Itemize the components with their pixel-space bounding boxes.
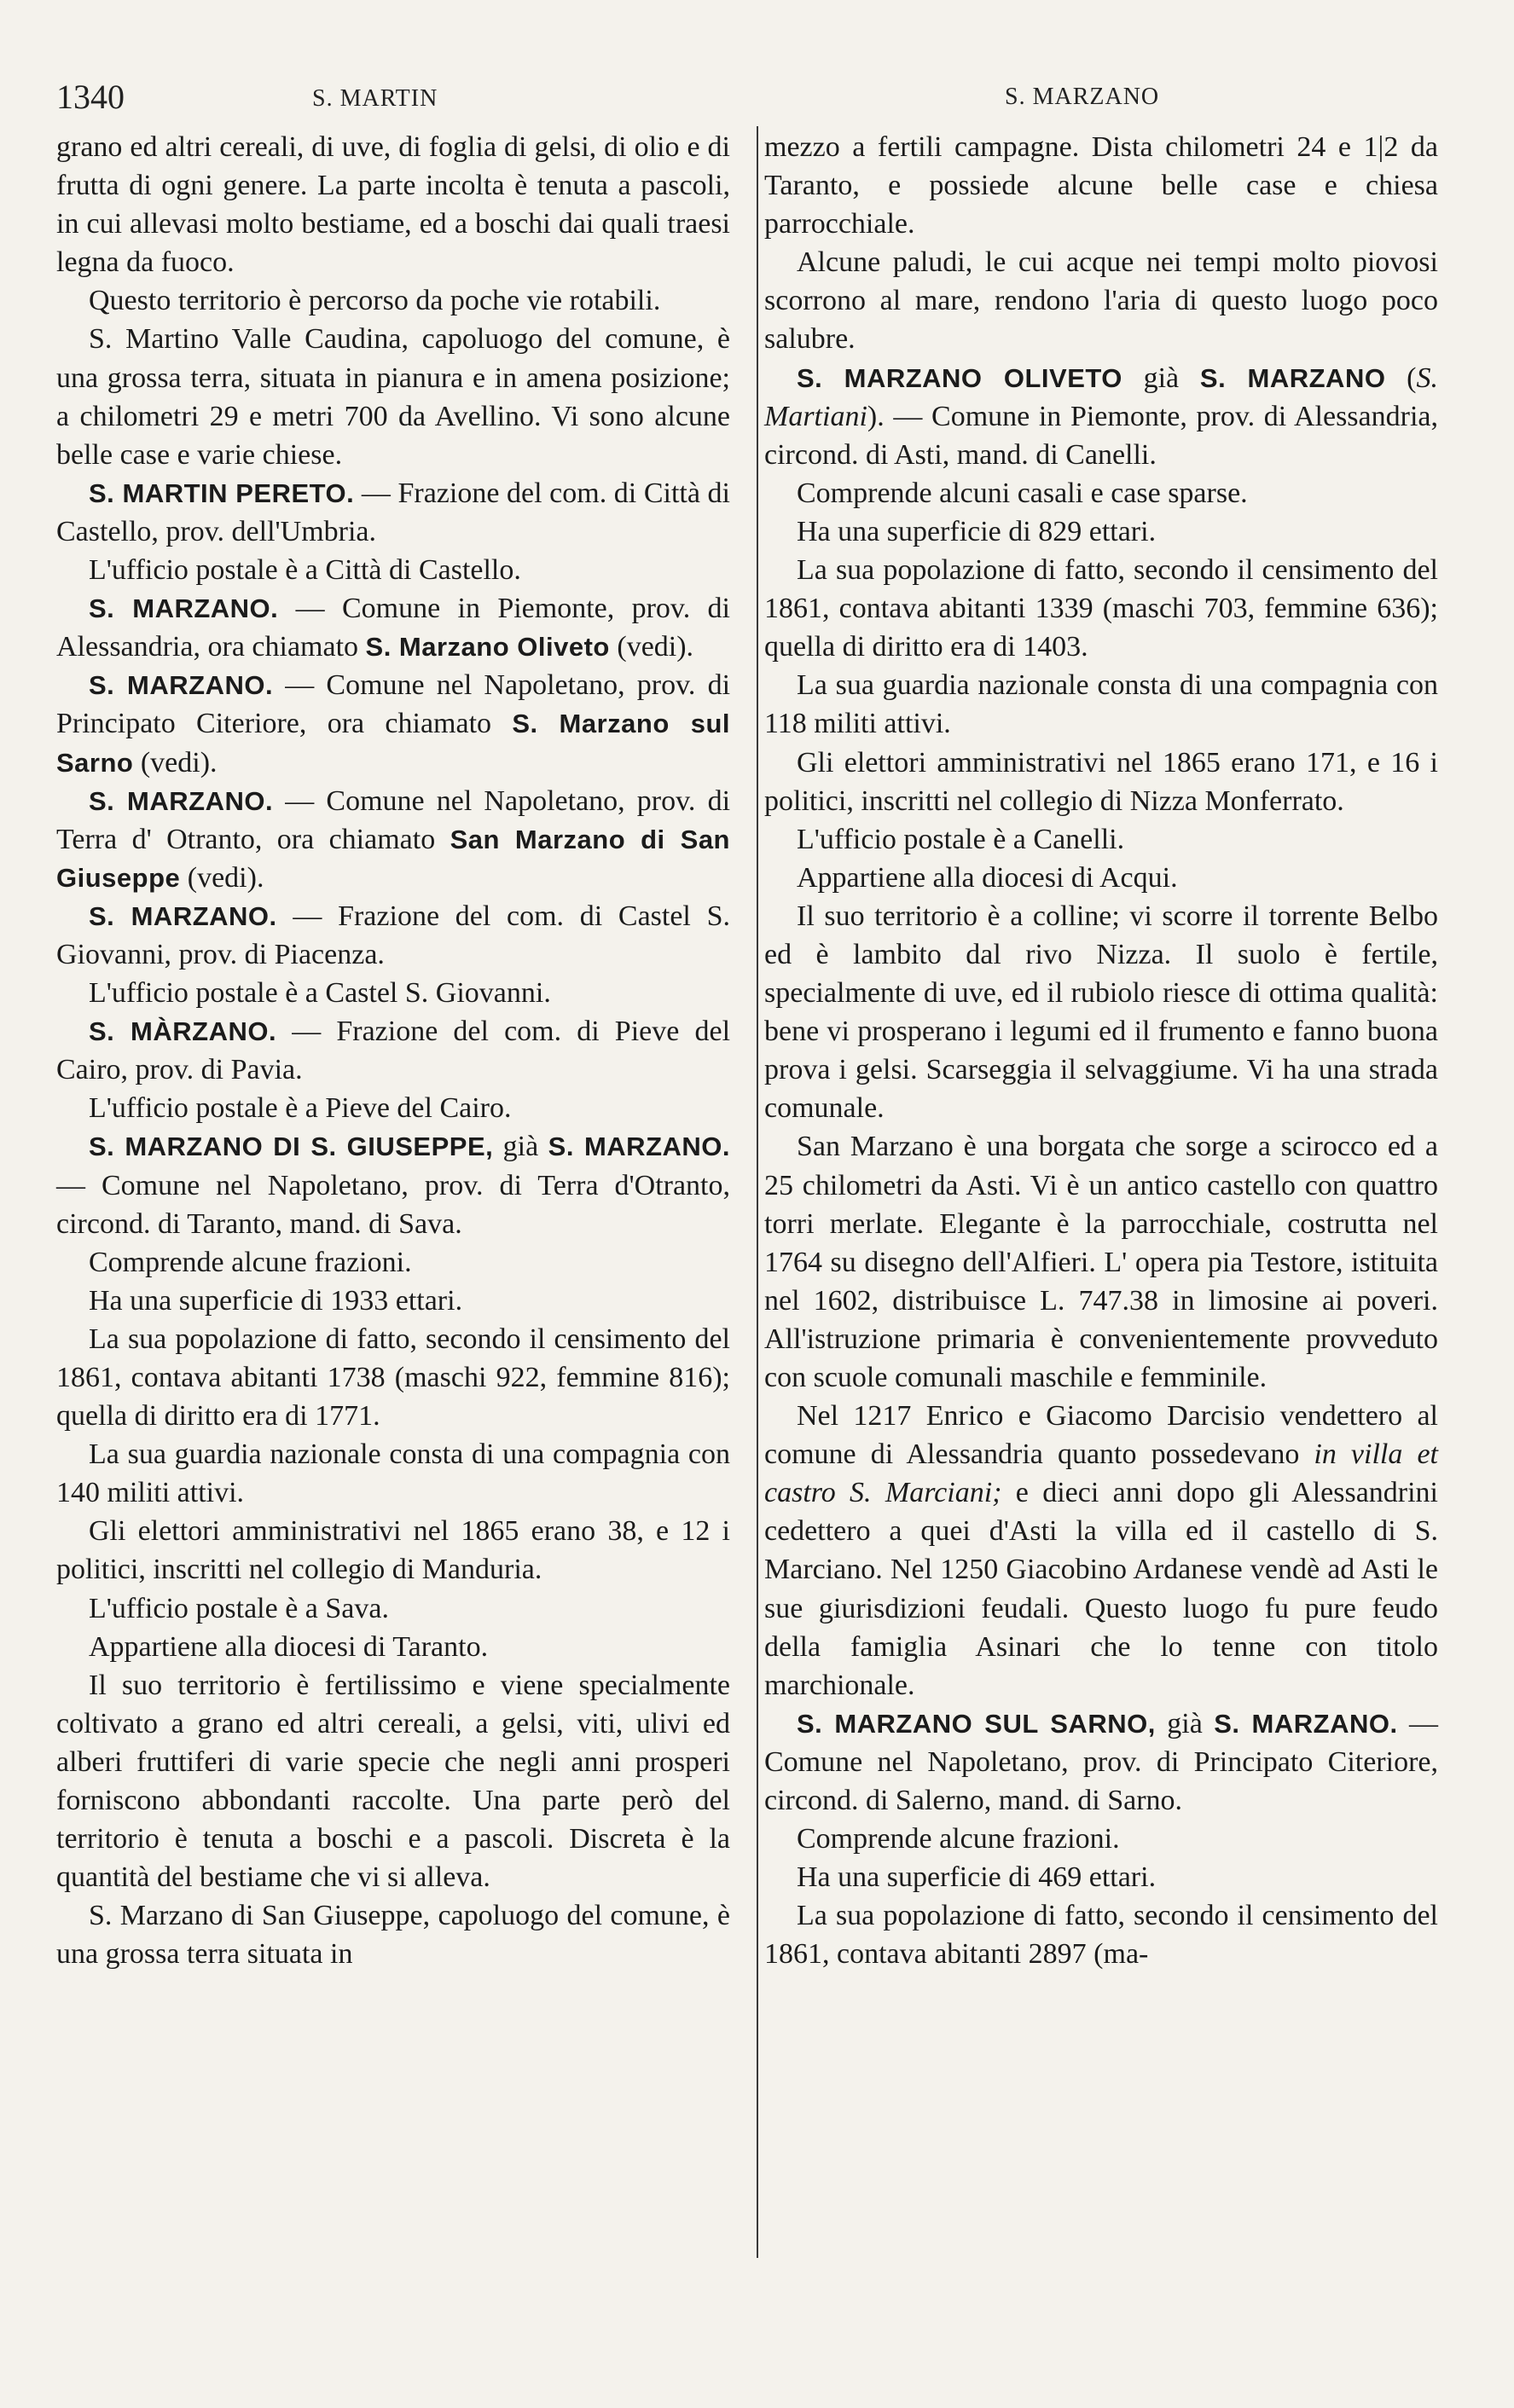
entry-text: — Frazione del com. di Città di Castello, prov. dell'Umbria. xyxy=(56,477,730,547)
entry-text: già xyxy=(1155,1707,1215,1739)
entry-text: — Comune nel Napoletano, prov. di Principato Citeriore, ora chiamato xyxy=(56,669,731,740)
entry-heading: S. MARZANO SUL SARNO, xyxy=(797,1708,1156,1739)
entry-heading: S. MARTIN PERETO. xyxy=(89,478,355,508)
paragraph: La sua popolazione di fatto, secondo il censimento del 1861, contava abitanti 1339 (maschi 703, femmine 636); quella di diritto era di 1403. xyxy=(764,554,1438,663)
entry-text: — Frazione del com. di Pieve del Cairo, prov. di Pavia. xyxy=(56,1016,731,1086)
entry-text: (vedi). xyxy=(180,861,264,894)
entry-text: — Frazione del com. di Castel S. Giovanni, prov. di Piacenza. xyxy=(56,900,730,970)
entry-text: (vedi). xyxy=(133,746,218,779)
entry-heading: S. MARZANO. xyxy=(89,593,279,624)
entry-heading: S. MARZANO. xyxy=(89,900,277,931)
paragraph: Ha una superficie di 469 ettari. xyxy=(797,1861,1157,1894)
paragraph: Ha una superficie di 1933 ettari. xyxy=(89,1284,463,1317)
paragraph: San Marzano è una borgata che sorge a scirocco ed a 25 chilometri da Asti. Vi è un antico castello con quattro torri merlate. Elegante è la parrocchiale, costrutta nel 1764 su disegno dell'Alfieri. L' opera pia Testore, istituita nel 1602, distribuisce L. 747.38 in limosine ai poveri. All'istruzione primaria è convenientemente provveduto con scuole comunali maschile e femminile. xyxy=(764,1131,1438,1393)
paragraph-text: Nel 1217 Enrico e Giacomo Darcisio vendettero al comune di Alessandria quanto possedevano xyxy=(764,1400,1438,1471)
entry-reference: S. Marzano sul Sarno xyxy=(56,709,730,778)
entry-text: — Comune nel Napoletano, prov. di Principato Citeriore, circond. di Salerno, mand. di Sarno. xyxy=(764,1707,1438,1817)
entry-text: già xyxy=(493,1131,548,1163)
paragraph: Il suo territorio è fertilissimo e viene specialmente coltivato a grano ed altri cereali, a gelsi, viti, ulivi ed alberi fruttiferi di varie specie che negli anni prosperi forniscono abbondanti raccolte. Una parte però del territorio è tenuta a boschi e a pascoli. Discreta è la quantità del bestiame che vi si alleva. xyxy=(56,1669,730,1894)
paragraph: grano ed altri cereali, di uve, di foglia di gelsi, di olio e di frutta di ogni genere. La parte incolta è tenuta a pascoli, in cui allevasi molto bestiame, ed a boschi dai quali traesi legna da fuoco. xyxy=(56,131,730,279)
paragraph: L'ufficio postale è a Castel S. Giovanni. xyxy=(89,977,551,1010)
right-column xyxy=(764,128,1438,1974)
entry-san-marzano-otranto xyxy=(56,782,730,897)
paragraph-text: e dieci anni dopo gli Alessandrini cedettero a quei d'Asti la villa ed il castello di S. Marciano. Nel 1250 Giacobino Ardanese vendè ad Asti le sue giurisdizioni feudali. Questo luogo fu pure feudo della famiglia Asinari che lo tenne con titolo marchionale. xyxy=(764,1477,1438,1701)
entry-san-marzano-pavia xyxy=(56,1012,730,1089)
left-column xyxy=(56,128,730,1974)
entry-san-marzano-sul-sarno xyxy=(764,1705,1438,1820)
paragraph: L'ufficio postale è a Canelli. xyxy=(797,823,1125,855)
entry-heading: S. MÀRZANO. xyxy=(89,1016,277,1047)
paragraph: L'ufficio postale è a Sava. xyxy=(89,1592,389,1624)
paragraph: mezzo a fertili campagne. Dista chilometri 24 e 1|2 da Taranto, e possiede alcune belle case e chiesa parrocchiale. xyxy=(764,131,1438,240)
paragraph: Appartiene alla diocesi di Acqui. xyxy=(797,861,1178,894)
entry-heading: S. MARZANO OLIVETO xyxy=(797,362,1122,393)
entry-text: già xyxy=(1122,362,1200,394)
paragraph: Il suo territorio è a colline; vi scorre il torrente Belbo ed è lambito dal rivo Nizza. Il suolo è fertile, specialmente di uve, ed il rubiolo riesce di ottima qualità: bene vi prosperano i legumi ed il frumento e fanno buona prova i gelsi. Scarseggia il selvaggiume. Vi ha una strada comunale. xyxy=(764,900,1438,1125)
entry-san-marzano-oliveto xyxy=(764,359,1438,474)
paragraph: Appartiene alla diocesi di Taranto. xyxy=(89,1630,489,1663)
entry-heading-former: S. MARZANO xyxy=(1199,362,1386,393)
paragraph: Alcune paludi, le cui acque nei tempi molto piovosi scorrono al mare, rendono l'aria di questo luogo poco salubre. xyxy=(764,246,1438,356)
entry-reference: San Marzano di San Giuseppe xyxy=(56,824,730,893)
column-divider xyxy=(757,126,758,2258)
entry-heading: S. MARZANO. xyxy=(89,670,274,701)
paragraph: Questo territorio è percorso da poche vie rotabili. xyxy=(89,285,661,317)
paragraph: La sua guardia nazionale consta di una compagnia con 118 militi attivi. xyxy=(764,669,1438,740)
entry-text: ). — Comune in Piemonte, prov. di Alessandria, circond. di Asti, mand. di Canelli. xyxy=(764,400,1438,471)
left-running-head xyxy=(56,78,739,126)
entry-heading-former: S. MARZANO. xyxy=(548,1132,730,1162)
paragraph-history xyxy=(764,1397,1438,1705)
entry-reference: S. Marzano Oliveto xyxy=(365,632,610,663)
paragraph: La sua guardia nazionale consta di una compagnia con 140 militi attivi. xyxy=(56,1438,730,1509)
entry-text: (vedi). xyxy=(609,631,694,663)
entry-text: ( xyxy=(1385,362,1417,394)
paragraph: Gli elettori amministrativi nel 1865 erano 171, e 16 i politici, inscritti nel collegio di Nizza Monferrato. xyxy=(764,746,1438,817)
entry-san-martin-pereto xyxy=(56,474,730,551)
paragraph: S. Martino Valle Caudina, capoluogo del comune, è una grossa terra, situata in pianura e in amena posizione; a chilometri 29 e metri 700 da Avellino. Vi sono alcune belle case e varie chiese. xyxy=(56,323,730,471)
paragraph: Comprende alcuni casali e case sparse. xyxy=(797,477,1248,509)
entry-heading: S. MARZANO. xyxy=(89,785,274,816)
entry-heading-former: S. MARZANO. xyxy=(1214,1708,1398,1739)
entry-san-marzano-di-san-giuseppe xyxy=(56,1127,730,1242)
latin-name: S. Martiani xyxy=(764,362,1438,432)
entry-text: — Comune nel Napoletano, prov. di Terra d' Otranto, ora chiamato xyxy=(56,784,731,855)
paragraph: La sua popolazione di fatto, secondo il censimento del 1861, contava abitanti 2897 (ma- xyxy=(764,1900,1438,1971)
paragraph: Comprende alcune frazioni. xyxy=(797,1823,1120,1855)
paragraph: Ha una superficie di 829 ettari. xyxy=(797,515,1157,547)
entry-text: — Comune nel Napoletano, prov. di Terra d'Otranto, circond. di Taranto, mand. di Sava. xyxy=(56,1169,730,1240)
paragraph: Gli elettori amministrativi nel 1865 erano 38, e 12 i politici, inscritti nel collegio di Manduria. xyxy=(56,1515,730,1586)
entry-san-marzano-piemonte xyxy=(56,589,730,666)
left-head-title: S. MARTIN xyxy=(312,85,438,112)
paragraph: La sua popolazione di fatto, secondo il censimento del 1861, contava abitanti 1738 (maschi 922, femmine 816); quella di diritto era di 1771. xyxy=(56,1323,730,1433)
entry-heading: S. MARZANO DI S. GIUSEPPE, xyxy=(89,1132,494,1162)
entry-text: — Comune in Piemonte, prov. di Alessandria, ora chiamato xyxy=(56,593,730,663)
entry-san-marzano-principato xyxy=(56,666,730,781)
paragraph: L'ufficio postale è a Città di Castello. xyxy=(89,554,521,587)
right-running-head: S. MARZANO xyxy=(1005,84,1160,110)
latin-phrase: in villa et castro S. Marciani; xyxy=(764,1438,1438,1509)
page-number: 1340 xyxy=(56,78,125,116)
paragraph: Comprende alcune frazioni. xyxy=(89,1246,412,1278)
entry-san-marzano-piacenza xyxy=(56,897,730,974)
paragraph: L'ufficio postale è a Pieve del Cairo. xyxy=(89,1092,512,1125)
paragraph: S. Marzano di San Giuseppe, capoluogo del comune, è una grossa terra situata in xyxy=(56,1900,730,1971)
